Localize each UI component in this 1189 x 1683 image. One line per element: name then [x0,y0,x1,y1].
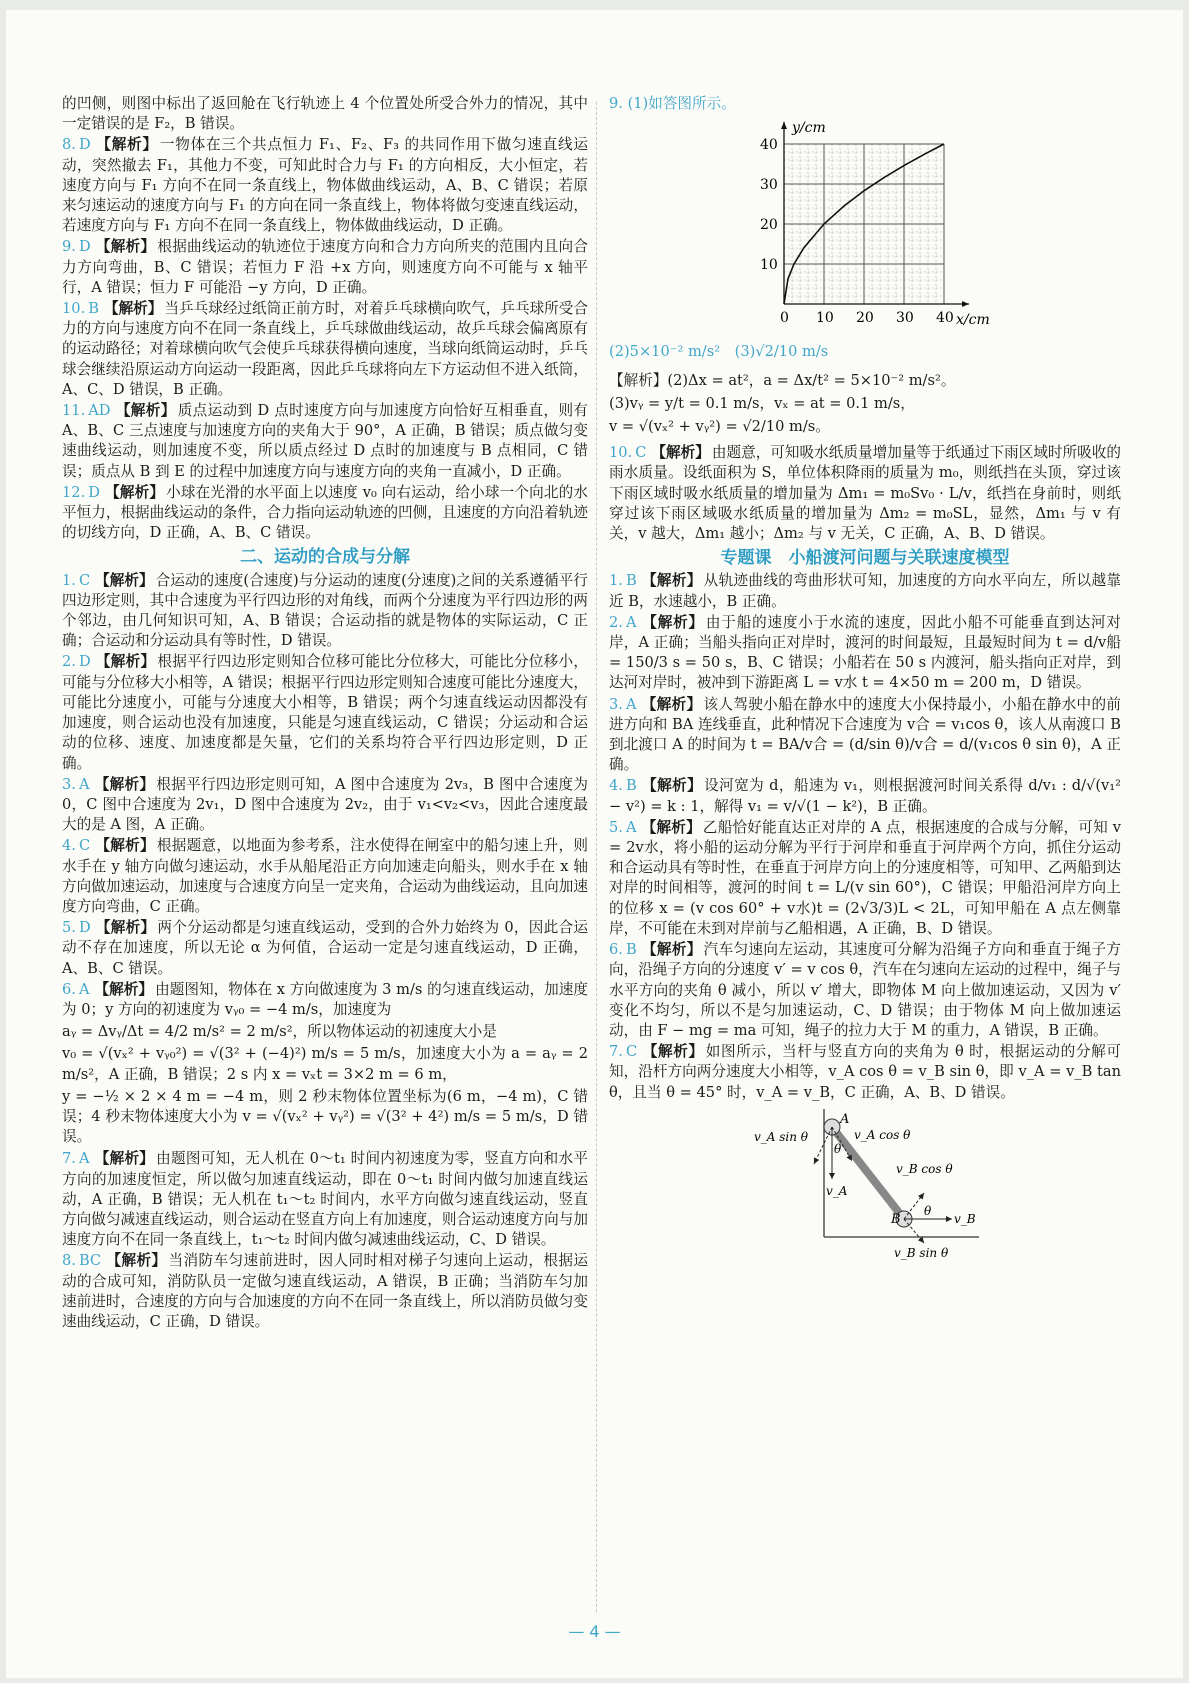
item-text: 小球在光滑的水平面上以速度 v₀ 向右运动，给小球一个向北的水平恒力，根据曲线运动的条件，合力指向运动轨迹的凹侧，且速度的方向沿着轨迹的切线方向，D 正确，A、B、C 错误。 [62,483,588,542]
answer-item-6 [62,980,588,1148]
item-text: 根据平行四边形定则知合位移可能比分位移大，可能比分位移小，可能与分位移大小相等，A 错误；根据平行四边形定则知合速度可能比分速度大，可能比分速度小，可能与分速度大小相等，B 错误；两个匀速直线运动因都没有加速度，则合运动也没有加速度，只能是匀速直线运动，C 错误；分运动和合运动的位移、速度、加速度都是矢量，它们的关系均符合平行四边形定则，D 正确。 [62,653,588,772]
answer-list-a [62,135,588,543]
q9-heading: 9. (1)如答图所示。 [609,95,736,112]
label-theta-B: θ [924,1203,932,1218]
item-text-1: 由题图知，物体在 x 方向做速度为 3 m/s 的匀速直线运动，加速度为 0；y 方向的初速度为 vᵧ₀ = −4 m/s，加速度为 [62,980,588,1018]
item-tag: 【解析】 [95,571,154,589]
item-text: 合运动的速度(合速度)与分运动的速度(分速度)之间的关系遵循平行四边形定则，其中合速度为平行四边形的对角线，而两个分速度为平行四边形的两个邻边，由几何知识可知，A、B 错误；合运动指的就是物体的实际运动，C 正确；合运动和分运动具有等时性，D 错误。 [62,571,588,650]
item-answer: B [625,941,637,959]
answer-item [62,135,588,236]
right-column [609,94,1121,1265]
item-number: 7. [62,1150,76,1168]
label-A: A [840,1111,850,1127]
item-tag: 【解析】 [94,1150,155,1168]
section-heading-2: 二、运动的合成与分解 [240,547,410,568]
item-text: 由题意，可知吸水纸质量增加量等于纸通过下雨区域时所吸收的雨水质量。设纸面积为 S，单位体积降雨的质量为 m₀，则纸挡在头顶，穿过该下雨区域时吸水纸质量的增加量为 Δm₁ = m₀Sv₀ · L/v，纸挡在身前时，则纸穿过该下雨区域吸水纸质量的增加量为 Δm₂ = m₀SL，显然，Δm₁ 与 v 有关，v 越大，Δm₁ 越小；Δm₂ 与 v 无关，C 正确，A、B、D 错误。 [609,444,1121,543]
left-column [62,94,588,1333]
item-tag: 【解析】 [95,136,158,154]
section-heading-special: 专题课 小船渡河问题与关联速度模型 [720,548,1010,569]
q9-answers: (2)5×10⁻² m/s² (3)√2/10 m/s [609,343,829,361]
answer-item [62,1149,588,1250]
explanation-line: 【解析】(2)Δx = at²，a = Δx/t² = 5×10⁻² m/s²。 [609,371,956,389]
item-text: 两个分运动都是匀速直线运动，受到的合外力始终为 0，因此合运动不存在加速度，所以无论 α 为何值，合运动一定是匀速直线运动，D 正确，A、B、C 错误。 [62,919,588,977]
label-vA-sin: v_A sin θ [754,1129,809,1144]
item-tag: 【解析】 [95,653,156,671]
answer-item [62,237,588,298]
item-tag: 【解析】 [104,483,165,501]
rod-diagram [754,1109,984,1259]
item-tag: 【解析】 [641,613,704,631]
item-tag: 【解析】 [641,777,703,795]
item-tag: 【解析】 [103,300,163,318]
label-vA: v_A [826,1183,848,1198]
item-number: 1. [609,572,623,590]
label-theta-A: θ [834,1141,842,1156]
item-formula-1: aᵧ = Δvᵧ/Δt = 4/2 m/s² = 2 m/s²，所以物体运动的初速度大小是 [62,1023,497,1041]
item-answer: BC [78,1252,102,1270]
explanation-line: (3)vᵧ = y/t = 0.1 m/s，vₓ = at = 0.1 m/s， [609,394,915,412]
item-tag: 【解析】 [651,444,710,462]
q9-explanation [609,371,1121,438]
answer-item [62,652,588,773]
item-text: 汽车匀速向左运动，其速度可分解为沿绳子方向和垂直于绳子方向，沿绳子方向的分速度 v′ = v cos θ，汽车在匀速向左运动的过程中，绳子与水平方向的夹角 θ 减小，所以 v′ 增大，即物体 M 向上做加速运动，又因为 v′ 变化不均匀，所以不是匀加速运动，C、D 错误；由于物体 M 向上做加速运动，由 F − mg = ma 可知，绳子的拉力大于 M 的重力，A 错误，B 正确。 [609,941,1121,1039]
item-answer: B [625,777,637,795]
item-text: 根据题意，以地面为参考系，注水使得在闸室中的船匀速上升，则水手在 y 轴方向做匀速运动，水手从船尾沿正方向加速走向船头，则水手在 x 轴方向做加速运动，加速度与合速度方向呈一定夹角，合运动为曲线运动，且向加速度方向弯曲，C 正确。 [62,837,588,915]
item-answer: A [78,980,90,998]
item-answer: D [88,483,100,501]
x-tick-label: 0 [780,310,789,327]
item-number: 7. [609,1043,623,1061]
item-text: 从轨迹曲线的弯曲形状可知，加速度的方向水平向左，所以越靠近 B，水速越小，B 正确。 [609,572,1121,610]
y-axis-label: y/cm [792,120,826,137]
answer-item [62,1251,588,1332]
item-tag: 【解析】 [641,572,702,590]
x-tick-label: 20 [856,310,874,327]
page-number: — 4 — [568,1622,621,1641]
item-answer: D [78,238,91,256]
item-number: 5. [62,919,76,937]
item-tag: 【解析】 [95,837,155,855]
item-answer: A [625,818,637,836]
answer-item [62,918,588,979]
label-vB: v_B [954,1211,976,1226]
item-text: 设河宽为 d，船速为 v₁，则根据渡河时间关系得 d/v₁ : d/√(v₁² − v²) = k : 1，解得 v₁ = v/√(1 − k²)，B 正确。 [609,777,1121,815]
item-text: 根据平行四边形定则可知，A 图中合速度为 2v₃，B 图中合速度为 0，C 图中合速度为 2v₁，D 图中合速度为 2v₂，由于 v₁<v₂<v₃，因此合速度最大的是 A 图，A 正确。 [62,775,588,834]
item-answer: B [88,300,99,318]
item-text: 由于船的速度小于水流的速度，因此小船不可能垂直到达河对岸，A 正确；当船头指向正对岸时，渡河的时间最短，且最短时间为 t = d/v船 = 150/3 s = 50 s，B、C 错误；小船若在 50 s 内渡河，船头指向正对岸，到达河对岸时，被冲到下游距离 L = v水 t = 4×50 m = 200 m，D 错误。 [609,613,1121,692]
item-number: 10. [609,444,633,462]
item-answer: C [78,837,91,855]
y-tick-label: 20 [760,217,778,234]
item-answer: A [625,695,637,713]
item-text: 根据曲线运动的轨迹位于速度方向和合力方向所夹的范围内且向合力方向弯曲，B、C 错误；若恒力 F 沿 +x 方向，则速度方向不可能与 x 轴平行，A 错误；恒力 F 可能沿 −y 方向，D 正确。 [62,238,588,296]
item-answer: AD [88,402,111,420]
label-vA-cos: v_A cos θ [854,1127,911,1142]
y-x-graph [729,114,990,334]
answer-item [609,940,1121,1041]
x-axis-label: x/cm [956,312,990,329]
answer-item [62,483,588,544]
intro-paragraph: 的凹侧，则图中标出了返回舱在飞行轨迹上 4 个位置处所受合外力的情况，其中一定错误的是 F₂，B 错误。 [62,95,588,133]
item-tag: 【解析】 [641,818,701,836]
label-vB-cos: v_B cos θ [896,1161,953,1176]
item-tag: 【解析】 [115,402,176,420]
item-number: 6. [62,980,76,998]
answer-list-c [62,1149,588,1332]
item-text: 如图所示，当杆与竖直方向的夹角为 θ 时，根据运动的分解可知，沿杆方向两分速度大小相等，v_A cos θ = v_B sin θ，即 v_A = v_B tan θ，且当 θ = 45° 时，v_A = v_B，C 正确，A、B、D 错误。 [609,1043,1121,1101]
item-number: 9. [62,238,76,256]
item-tag: 【解析】 [94,980,154,998]
item-number: 10. [62,300,86,318]
rod-velocity-figure [754,1109,1121,1265]
label-B: B [891,1211,901,1227]
item-answer: C [78,571,91,589]
item-answer: C [625,1043,638,1061]
label-vB-sin: v_B sin θ [894,1245,949,1260]
answer-item [609,1042,1121,1103]
chart-container [729,114,1121,340]
item-tag: 【解析】 [95,919,156,937]
item-answer: D [78,136,91,154]
item-answer: A [625,613,637,631]
answer-item [609,571,1121,611]
x-tick-label: 30 [896,310,914,327]
y-tick-label: 40 [760,137,778,154]
item-answer: C [635,444,647,462]
item-number: 4. [609,777,623,795]
answer-item [62,775,588,836]
item-answer: D [78,919,91,937]
item-tag: 【解析】 [94,775,155,793]
document-page [6,10,1183,1678]
answer-item [609,818,1121,939]
item-tag: 【解析】 [641,941,702,959]
item-text: 当消防车匀速前进时，因人同时相对梯子匀速向上运动，根据运动的合成可知，消防队员一定做匀速直线运动，A 错误，B 正确；当消防车匀加速前进时，合速度的方向与合加速度的方向不在同一条直线上，所以消防员做匀变速曲线运动，C 正确，D 错误。 [62,1252,588,1330]
answer-item [62,836,588,917]
item-text: 乙船恰好能直达正对岸的 A 点，根据速度的合成与分解，可知 v = 2v水，将小船的运动分解为平行于河岸和垂直于河岸两个方向，抓住分运动和合运动具有等时性，在垂直于河岸方向上的分速度相等，可知甲、乙两船到达对岸的时间相等，渡河的时间 t = L/(v sin 60°)，C 错误；甲船沿河岸方向上的位移 x = (v cos 60° + v水)t = (2√3/3)L < 2L，可知甲船在 A 点左侧靠岸，不可能在未到对岸前与乙船相遇，A 正确，B、D 错误。 [609,818,1121,937]
item-text: 该人驾驶小船在静水中的速度大小保持最小，小船在静水中的前进方向和 BA 连线垂直，此种情况下合速度为 v合 = v₁cos θ，该人从南渡口 B 到北渡口 A 的时间为 t = BA/v合 = (d/sin θ)/v合 = d/(v₁cos θ sin θ)，A 正确。 [609,695,1121,774]
item-answer: B [625,572,637,590]
item-text: 当乒乓球经过纸筒正前方时，对着乒乓球横向吹气，乒乓球所受合力的方向与速度方向不在同一条直线上，乒乓球做曲线运动，故乒乓球会偏离原有的运动路径；对着球横向吹气会使乒乓球获得横向速度，当球向纸筒运动时，乒乓球会继续沿原运动方向运动一段距离，因此乒乓球将向左下方运动但不进入纸筒，A、C、D 错误，B 正确。 [62,300,588,398]
item-answer: A [78,775,90,793]
vA-sin-arrow [814,1127,832,1164]
item-number: 4. [62,837,76,855]
item-text: 由题图可知，无人机在 0～t₁ 时间内初速度为零，竖直方向和水平方向的加速度恒定，所以做匀加速直线运动，即在 0～t₁ 时间内做匀加速直线运动，A 正确，B 错误；无人机在 t₁～t₂ 时间内，水平方向做匀速直线运动，竖直方向做匀减速直线运动，则合运动在竖直方向上有加速度，则合运动速度方向与加速度方向不在同一条直线上，t₁～t₂ 时间内做匀减速曲线运动，C、D 错误。 [62,1150,588,1249]
answer-list-right [609,571,1121,1102]
item-number: 5. [609,818,623,836]
item-number: 8. [62,1252,76,1270]
item-number: 2. [609,613,623,631]
item-formula-2: v₀ = √(vₓ² + vᵧ₀²) = √(3² + (−4)²) m/s = 5 m/s，加速度大小为 a = aᵧ = 2 m/s²，A 正确，B 错误；2 s 内 x = vₓt = 3×2 m = 6 m， [62,1045,588,1083]
answer-item [609,613,1121,694]
item-tag: 【解析】 [642,1043,704,1061]
item-formula-3: y = −½ × 2 × 4 m = −4 m，则 2 秒末物体位置坐标为(6 m，−4 m)，C 错误；4 秒末物体速度大小为 v = √(vₓ² + vᵧ²) = √(3² + 4²) m/s = 5 m/s，D 错误。 [62,1087,588,1146]
x-tick-label: 10 [816,310,834,327]
x-tick-label: 40 [936,310,954,327]
item-number: 3. [609,695,623,713]
answer-item [62,571,588,652]
x-axis-arrow [962,301,969,307]
item-number: 12. [62,483,86,501]
item-answer: D [78,653,91,671]
item-tag: 【解析】 [95,238,156,256]
item-number: 3. [62,775,76,793]
answer-item [62,299,588,400]
item-text: 质点运动到 D 点时速度方向与加速度方向恰好互相垂直，则有 A、B、C 三点速度与加速度方向的夹角大于 90°，A 正确，B 错误；质点做匀变速曲线运动，则加速度不变，所以质点经过 D 点时的加速度与 B 点相同，C 错误；质点从 B 到 E 的过程中加速度方向与速度方向的夹角一直减小，D 正确。 [62,402,588,480]
y-tick-label: 10 [760,257,778,274]
answer-item [609,695,1121,776]
column-divider [596,102,597,1612]
answer-list-b [62,571,588,979]
explanation-line: v = √(vₓ² + vᵧ²) = √2/10 m/s。 [609,418,830,436]
item-number: 8. [62,136,76,154]
item-number: 2. [62,653,76,671]
answer-item [609,776,1121,816]
y-axis-arrow [781,122,787,129]
y-tick-label: 30 [760,177,778,194]
item-number: 1. [62,571,76,589]
item-number: 11. [62,402,86,420]
item-answer: A [78,1150,90,1168]
answer-item [62,401,588,482]
item-tag: 【解析】 [106,1252,167,1270]
item-tag: 【解析】 [641,695,702,713]
item-number: 6. [609,941,623,959]
item-text: 一物体在三个共点恒力 F₁、F₂、F₃ 的共同作用下做匀速直线运动，突然撤去 F₁，其他力不变，可知此时合力与 F₁ 的方向相反，大小恒定，若速度方向与 F₁ 方向不在同一条直线上，物体做曲线运动，A、B、C 错误；若原来匀速运动的速度方向与 F₁ 的方向在同一条直线上，物体将做匀变速直线运动，若速度方向与 F₁ 方向不在同一条直线上，物体做曲线运动，D 正确。 [62,136,588,235]
answer-item-10 [609,443,1121,544]
